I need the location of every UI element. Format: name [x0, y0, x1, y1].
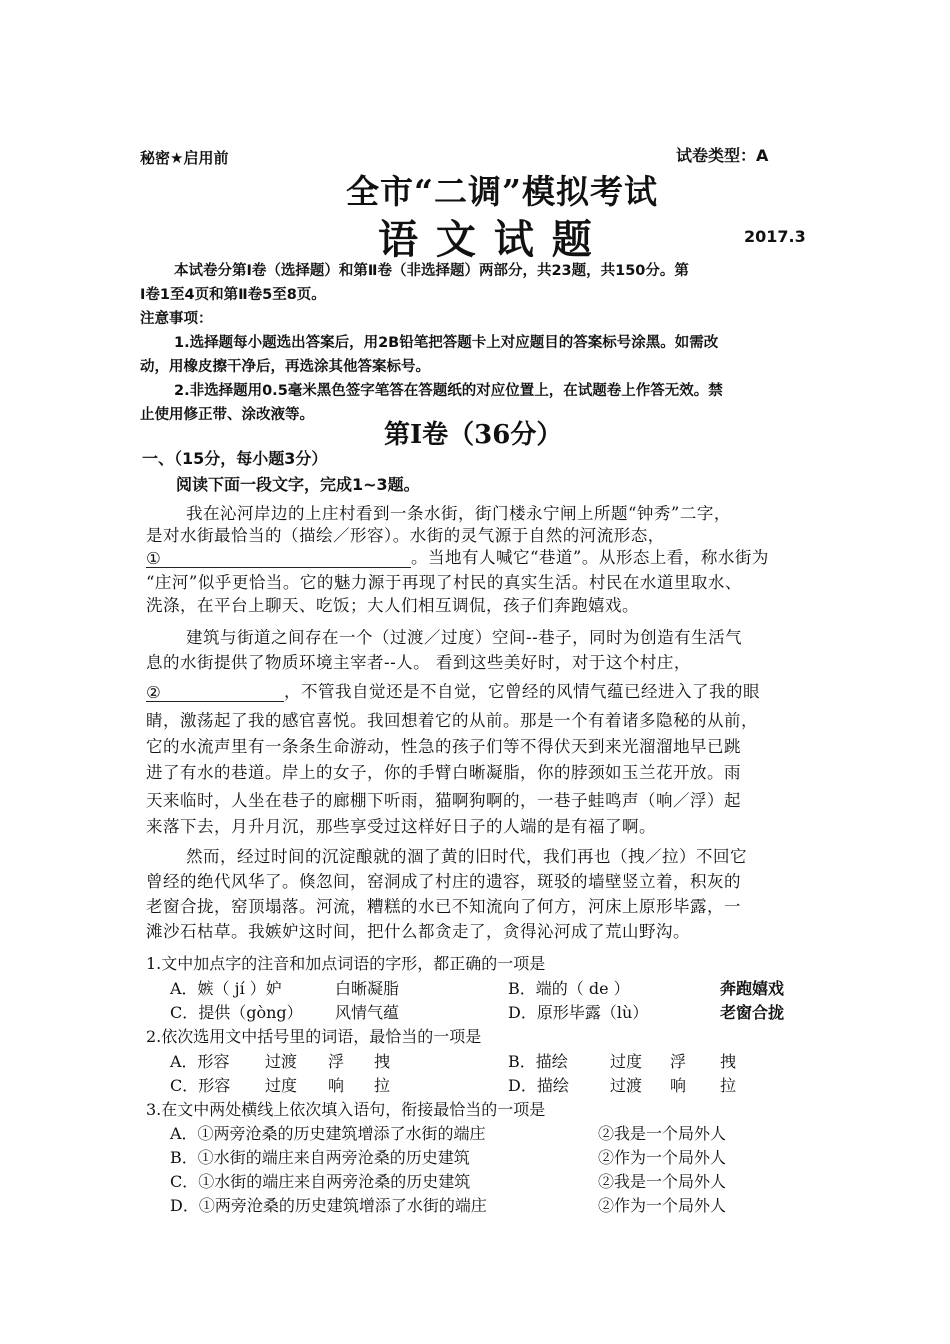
q2-option-c-4: 拉 — [374, 1076, 391, 1095]
q2-option-d-4: 拉 — [720, 1076, 737, 1095]
passage-instruction: 阅读下面一段文字，完成1~3题。 — [176, 475, 420, 494]
question-3-stem: 3.在文中两处横线上依次填入语句，衔接最恰当的一项是 — [146, 1100, 546, 1119]
q2-option-a-3: 浮 — [328, 1052, 345, 1071]
q2-option-d-3: 响 — [670, 1076, 687, 1095]
passage-p2-line-6: 进了有水的巷道。岸上的女子，你的手臂白晰凝脂，你的脖颈如玉兰花开放。雨 — [146, 763, 741, 782]
q2-option-c-3: 响 — [328, 1076, 345, 1095]
paper-type-label: 试卷类型：A — [676, 146, 769, 165]
q3-option-c-2: ②我是一个局外人 — [598, 1172, 727, 1191]
passage-p3-line-4: 滩沙石枯草。我嫉妒这时间，把什么都贪走了，贪得沁河成了荒山野沟。 — [146, 922, 690, 941]
passage-p2-line-2: 息的水街提供了物质环境主宰者--人。 看到这些美好时，对于这个村庄， — [146, 653, 691, 672]
q1-option-b-2: 奔跑嬉戏 — [720, 979, 785, 998]
q1-option-a-1: A．嫉（ jí ）妒 — [170, 979, 282, 998]
passage-p1-line-5: 洗涤，在平台上聊天、吃饭；大人们相互调侃，孩子们奔跑嬉戏。 — [146, 596, 639, 615]
q2-option-a-1: A．形容 — [170, 1052, 230, 1071]
passage-p1-line-2: 是对水街最恰当的（描绘／形容）。水街的灵气源于自然的河流形态， — [146, 526, 665, 545]
passage-p1-line-1: 我在沁河岸边的上庄村看到一条水街，街门楼永宁闸上所题“钟秀”二字， — [186, 504, 731, 523]
q1-option-a-2: 白晰凝脂 — [335, 979, 400, 998]
subject-title: 语 文 试 题 — [378, 216, 594, 263]
q2-option-d-2: 过渡 — [610, 1076, 643, 1095]
q1-option-c-2: 风情气蕴 — [335, 1003, 400, 1022]
passage-p2-line-3-text: ，不管我自觉还是不自觉，它曾经的风情气蕴已经进入了我的眼 — [284, 682, 760, 701]
intro-line-1: 本试卷分第Ⅰ卷（选择题）和第Ⅱ卷（非选择题）两部分，共23题，共150分。第 — [174, 263, 689, 279]
notice-1-line-1: 1.选择题每小题选出答案后，用2B铅笔把答题卡上对应题目的答案标号涂黑。如需改 — [174, 335, 719, 351]
q2-option-b-2: 过度 — [610, 1052, 643, 1071]
passage-p3-line-3: 老窗合拢，窑顶塌落。河流，糟糕的水已不知流向了何方，河床上原形毕露，一 — [146, 897, 741, 916]
blank-2 — [146, 683, 284, 702]
q2-option-b-1: B．描绘 — [508, 1052, 568, 1071]
passage-p3-line-1: 然而，经过时间的沉淀酿就的涸了黄的旧时代，我们再也（拽／拉）不回它 — [186, 847, 747, 866]
q1-option-d-2: 老窗合拢 — [720, 1003, 785, 1022]
passage-p2-line-5: 它的水流声里有一条条生命游动，性急的孩子们等不得伏天到来光溜溜地早已跳 — [146, 737, 741, 756]
intro-line-2: Ⅰ卷1至4页和第Ⅱ卷5至8页。 — [140, 287, 326, 303]
blank-1-label: ① — [146, 549, 162, 568]
q3-option-d-2: ②作为一个局外人 — [598, 1196, 727, 1215]
passage-p1-line-4: “庄河”似乎更恰当。它的魅力源于再现了村民的真实生活。村民在水道里取水、 — [146, 573, 742, 592]
passage-p2-line-8: 来落下去，月升月沉，那些享受过这样好日子的人端的是有福了啊。 — [146, 817, 656, 836]
q2-option-c-1: C．形容 — [170, 1076, 231, 1095]
passage-p1-line-3-text: 。当地有人喊它“巷道”。从形态上看，称水街为 — [411, 548, 769, 567]
blank-2-label: ② — [146, 683, 162, 702]
section-1-title: 一、（15分，每小题3分） — [142, 449, 328, 468]
passage-p2-line-7: 天来临时，人坐在巷子的廊棚下听雨，猫啊狗啊的，一巷子蛙鸣声（响／浮）起 — [146, 791, 741, 810]
q2-option-d-1: D．描绘 — [508, 1076, 569, 1095]
passage-p3-line-2: 曾经的绝代风华了。倏忽间，窑洞成了村庄的遗容，斑驳的墙壁竖立着，积灰的 — [146, 872, 741, 891]
notice-1-line-2: 动，用橡皮擦干净后，再选涂其他答案标号。 — [140, 359, 430, 375]
passage-p2-line-4: 睛，激荡起了我的感官喜悦。我回想着它的从前。那是一个有着诸多隐秘的从前， — [146, 711, 758, 730]
notice-2-line-2: 止使用修正带、涂改液等。 — [140, 407, 314, 423]
question-2-stem: 2.依次选用文中括号里的词语，最恰当的一项是 — [146, 1027, 482, 1046]
q1-option-c-1: C．提供（gòng） — [170, 1003, 303, 1022]
passage-p2-line-1: 建筑与街道之间存在一个（过渡／过度）空间--巷子，同时为创造有生活气 — [186, 628, 743, 647]
q3-option-b-1: B．①水街的端庄来自两旁沧桑的历史建筑 — [170, 1148, 470, 1167]
notice-2-line-1: 2.非选择题用0.5毫米黑色签字笔答在答题纸的对应位置上，在试题卷上作答无效。禁 — [174, 383, 723, 399]
q3-option-d-1: D．①两旁沧桑的历史建筑增添了水街的端庄 — [170, 1196, 487, 1215]
q2-option-c-2: 过度 — [265, 1076, 298, 1095]
passage-p1-line-3 — [146, 544, 769, 568]
q3-option-a-1: A．①两旁沧桑的历史建筑增添了水街的端庄 — [170, 1124, 486, 1143]
part-1-heading: 第Ⅰ卷（36分） — [384, 420, 563, 450]
q3-option-c-1: C．①水街的端庄来自两旁沧桑的历史建筑 — [170, 1172, 471, 1191]
q1-option-b-1: B．端的（ de ） — [508, 979, 630, 998]
q3-option-b-2: ②作为一个局外人 — [598, 1148, 727, 1167]
exam-date: 2017.3 — [744, 227, 806, 246]
exam-title: 全市“二调”模拟考试 — [346, 172, 658, 211]
q3-option-a-2: ②我是一个局外人 — [598, 1124, 727, 1143]
passage-p2-line-3 — [146, 678, 760, 702]
blank-1 — [146, 549, 411, 568]
q2-option-a-2: 过渡 — [265, 1052, 298, 1071]
question-1-stem: 1.文中加点字的注音和加点词语的字形，都正确的一项是 — [146, 954, 546, 973]
secret-label: 秘密★启用前 — [140, 149, 229, 167]
q1-option-d-1: D．原形毕露（lù） — [508, 1003, 649, 1022]
q2-option-b-3: 浮 — [670, 1052, 687, 1071]
q2-option-b-4: 拽 — [720, 1052, 737, 1071]
notice-title: 注意事项： — [140, 311, 213, 327]
q2-option-a-4: 拽 — [374, 1052, 391, 1071]
